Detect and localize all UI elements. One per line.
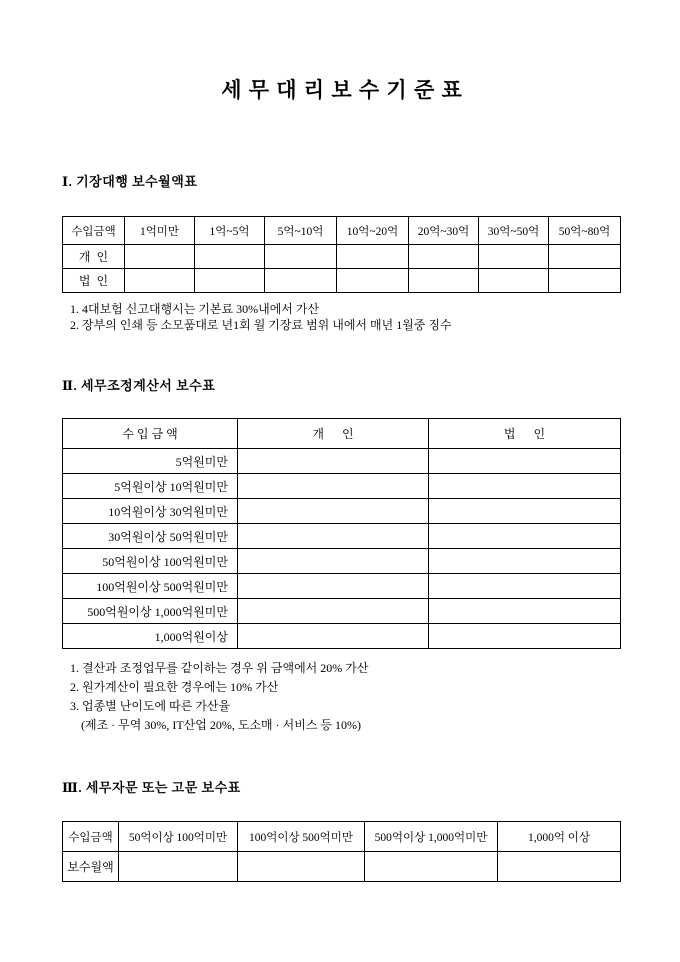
fee-cell <box>195 245 265 269</box>
fee-cell <box>238 574 429 599</box>
column-header: 수 입 금 액 <box>63 419 238 449</box>
fee-cell <box>549 245 621 269</box>
column-header: 10억~20억 <box>337 217 409 245</box>
column-header: 법 인 <box>429 419 621 449</box>
fee-cell <box>429 474 621 499</box>
table-row <box>63 574 621 599</box>
table-row <box>63 474 621 499</box>
fee-cell <box>549 269 621 293</box>
column-header: 수입금액 <box>63 822 119 852</box>
fee-cell <box>125 245 195 269</box>
fee-cell <box>195 269 265 293</box>
note-line: 3. 업종별 난이도에 따른 가산율 <box>70 699 231 713</box>
fee-cell <box>238 474 429 499</box>
column-header: 30억~50억 <box>479 217 549 245</box>
column-header: 20억~30억 <box>409 217 479 245</box>
table-header-row <box>63 217 621 245</box>
table-row <box>63 599 621 624</box>
table-row <box>63 499 621 524</box>
table-header-row <box>63 822 621 852</box>
row-label: 보수월액 <box>63 852 119 882</box>
fee-cell <box>238 449 429 474</box>
column-header: 수입금액 <box>63 217 125 245</box>
note-line: 1. 4대보험 신고대행시는 기본료 30%내에서 가산 <box>70 302 320 316</box>
column-header: 50억~80억 <box>549 217 621 245</box>
fee-cell <box>429 624 621 649</box>
fee-cell <box>119 852 238 882</box>
fee-cell <box>479 269 549 293</box>
fee-cell <box>365 852 498 882</box>
column-header: 100억이상 500억미만 <box>238 822 365 852</box>
fee-cell <box>429 574 621 599</box>
fee-cell <box>429 524 621 549</box>
fee-cell <box>429 499 621 524</box>
column-header: 1,000억 이상 <box>498 822 621 852</box>
fee-cell <box>238 599 429 624</box>
table-row-corporate <box>63 269 621 293</box>
fee-cell <box>238 852 365 882</box>
column-header: 500억이상 1,000억미만 <box>365 822 498 852</box>
fee-cell <box>337 269 409 293</box>
fee-cell <box>479 245 549 269</box>
table-row <box>63 549 621 574</box>
table-row <box>63 449 621 474</box>
row-label: 1,000억원이상 <box>63 624 238 649</box>
row-label: 30억원이상 50억원미만 <box>63 524 238 549</box>
row-label: 100억원이상 500억원미만 <box>63 574 238 599</box>
table-row-individual <box>63 245 621 269</box>
section3-heading: Ⅲ. 세무자문 또는 고문 보수표 <box>62 780 241 795</box>
row-label: 개 인 <box>63 245 125 269</box>
fee-cell <box>238 499 429 524</box>
table-row-monthly-fee <box>63 852 621 882</box>
fee-cell <box>238 524 429 549</box>
fee-cell <box>498 852 621 882</box>
section2-notes <box>62 659 622 735</box>
fee-cell <box>337 245 409 269</box>
note-line: 2. 장부의 인쇄 등 소모품대로 년1회 월 기장료 범위 내에서 매년 1월중 징수 <box>70 318 452 332</box>
bookkeeping-fee-table <box>62 216 621 293</box>
row-label: 50억원이상 100억원미만 <box>63 549 238 574</box>
column-header: 50억이상 100억미만 <box>119 822 238 852</box>
tax-adjustment-fee-table <box>62 418 621 649</box>
fee-cell <box>409 245 479 269</box>
fee-cell <box>265 269 337 293</box>
column-header: 1억미만 <box>125 217 195 245</box>
column-header: 개 인 <box>238 419 429 449</box>
fee-cell <box>429 599 621 624</box>
column-header: 5억~10억 <box>265 217 337 245</box>
table-row <box>63 524 621 549</box>
row-label: 500억원이상 1,000억원미만 <box>63 599 238 624</box>
fee-cell <box>265 245 337 269</box>
fee-cell <box>429 449 621 474</box>
section2-heading: Ⅱ. 세무조정계산서 보수표 <box>62 378 216 393</box>
row-label: 법 인 <box>63 269 125 293</box>
section1-notes <box>62 301 622 333</box>
fee-cell <box>238 549 429 574</box>
row-label: 5억원미만 <box>63 449 238 474</box>
note-subline: (제조 · 무역 30%, IT산업 20%, 도소매 · 서비스 등 10%) <box>81 718 361 732</box>
fee-cell <box>429 549 621 574</box>
document-title: 세 무 대 리 보 수 기 준 표 <box>221 78 463 102</box>
section1-heading: Ⅰ. 기장대행 보수월액표 <box>62 174 198 189</box>
row-label: 10억원이상 30억원미만 <box>63 499 238 524</box>
table-header-row <box>63 419 621 449</box>
table-row <box>63 624 621 649</box>
note-line: 1. 결산과 조정업무를 같이하는 경우 위 금액에서 20% 가산 <box>70 661 369 675</box>
advisory-fee-table <box>62 821 621 882</box>
fee-cell <box>409 269 479 293</box>
column-header: 1억~5억 <box>195 217 265 245</box>
fee-cell <box>238 624 429 649</box>
row-label: 5억원이상 10억원미만 <box>63 474 238 499</box>
note-line: 2. 원가계산이 필요한 경우에는 10% 가산 <box>70 680 279 694</box>
fee-cell <box>125 269 195 293</box>
